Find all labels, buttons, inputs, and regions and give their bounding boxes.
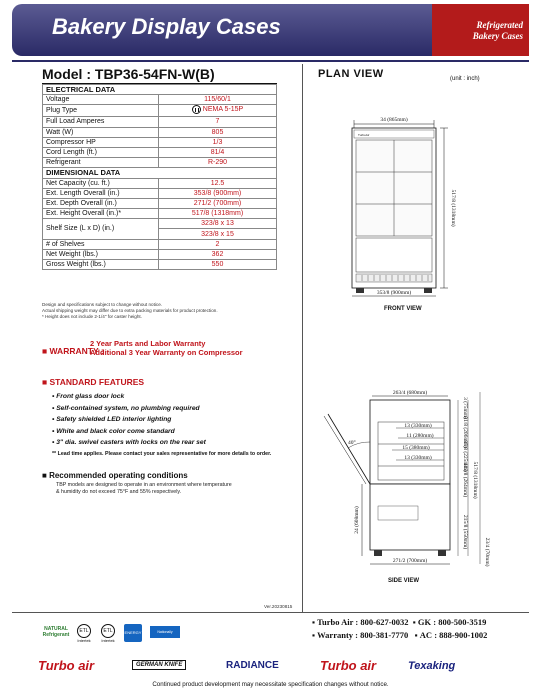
contact-block: [312, 616, 487, 642]
spec-value: 1/3: [159, 137, 277, 147]
side-r2-dim: 81/8 (206mm): [462, 416, 468, 448]
spec-table: [42, 84, 277, 270]
table-row: [43, 178, 277, 188]
plug-type-value: NEMA 5-15P: [202, 106, 244, 114]
side-base-dim: 215/8 (550mm): [462, 514, 468, 550]
etl-logo: ETL Intertek: [74, 624, 94, 643]
warranty-line: 2 Year Parts and Labor Warranty: [90, 339, 206, 348]
spec-label: Shelf Size (L x D) (in.): [43, 219, 159, 239]
spec-label: Gross Weight (lbs.): [43, 260, 159, 270]
feature-text: Front glass door lock: [56, 393, 125, 400]
spec-label: Net Weight (lbs.): [43, 249, 159, 259]
contact-turbo-air: Turbo Air : 800-627-0032: [317, 617, 409, 627]
contact-ac: AC : 888-900-1002: [419, 630, 488, 640]
brand-logo-radiance: RADIANCE: [226, 660, 279, 671]
side-top-dim: 263/4 (680mm): [392, 390, 428, 396]
header-divider: [12, 60, 529, 62]
column-divider: [302, 64, 303, 612]
table-row: [43, 95, 277, 105]
standard-features-title: ■ STANDARD FEATURES: [42, 377, 145, 387]
contact-row: ▪ Turbo Air : 800-627-0032 ▪ GK : 800-500-3519: [312, 617, 487, 627]
cert-text: Intertek: [101, 638, 115, 643]
shelf-dim-4: 13 (330mm): [404, 455, 432, 461]
dimensional-heading: DIMENSIONAL DATA: [43, 168, 277, 178]
standard-features-title-text: STANDARD FEATURES: [49, 377, 145, 387]
spec-label: Ext. Length Overall (in.): [43, 188, 159, 198]
spec-label: Voltage: [43, 95, 159, 105]
spec-label: Watt (W): [43, 127, 159, 137]
spec-value: 323/8 x 13: [159, 219, 277, 229]
model-code: TBP36-54FN-W(B): [94, 66, 215, 82]
lead-time-note-text: Lead time applies. Please contact your sales representative for more details to order.: [57, 450, 272, 457]
table-row: [43, 147, 277, 157]
brand-logo-texaking: Texaking: [408, 660, 456, 672]
cert-text: Intertek: [77, 638, 91, 643]
spec-value: 323/8 x 15: [159, 229, 277, 239]
spec-value: R-290: [159, 158, 277, 168]
front-top-dim: 34 (865mm): [380, 117, 408, 123]
side-r3-dim: 87/8 (225mm): [462, 440, 468, 472]
brand-logo-turbo-air-2: Turbo air: [320, 658, 377, 673]
front-height-dim: 517/8 (1318mm): [450, 189, 456, 227]
spec-value: 12.5: [159, 178, 277, 188]
list-item: • Safety shielded LED interior lighting: [52, 416, 172, 424]
list-item: • Self-contained system, no plumbing required: [52, 404, 200, 412]
recommended-title: ■ Recommended operating conditions: [42, 471, 188, 480]
shelf-dim-1: 13 (330mm): [404, 423, 432, 429]
list-item: • Front glass door lock: [52, 393, 125, 400]
spec-notes: [42, 302, 282, 320]
front-bottom-dim: 353/8 (900mm): [376, 290, 412, 296]
side-caster-dim: 23/4 (70mm): [484, 537, 490, 567]
spec-label: Compressor HP: [43, 137, 159, 147]
spec-label: # of Shelves: [43, 239, 159, 249]
front-view-drawing: [318, 110, 508, 300]
version-label: Ver.20230815: [264, 604, 293, 609]
spec-label: Refrigerant: [43, 158, 159, 168]
brand-logo-german-knife: GERMAN KNIFE: [132, 660, 186, 670]
spec-label: Net Capacity (cu. ft.): [43, 178, 159, 188]
warranty-label-text: WARRANTY :: [49, 346, 104, 356]
plan-view-title: PLAN VIEW: [318, 68, 384, 80]
spec-value: [159, 105, 277, 117]
warranty-label: ■ WARRANTY :: [42, 346, 104, 356]
cert-text: ENERGY STAR: [124, 630, 142, 653]
unit-label: (unit : inch): [450, 76, 480, 82]
recommended-line: TBP models are designed to operate in an environment where temperature: [56, 482, 232, 488]
feature-text: 3" dia. swivel casters with locks on the rear set: [56, 439, 206, 447]
list-item: • White and black color come standard: [52, 427, 175, 435]
spec-value: 550: [159, 260, 277, 270]
contact-warranty: Warranty : 800-381-7770: [317, 630, 409, 640]
cert-text: Nationally Recognized: [155, 630, 175, 646]
spec-label: Full Load Amperes: [43, 117, 159, 127]
note-line: * Height does not include 2-1/4" for caster height.: [42, 314, 142, 319]
brand-strip: [0, 658, 541, 676]
side-bottom-dim: 271/2 (700mm): [392, 558, 428, 564]
spec-label: Cord Length (ft.): [43, 147, 159, 157]
etl-sanitation-logo: ETL Intertek: [98, 624, 118, 643]
table-row: [43, 260, 277, 270]
door-angle-dim: 40°: [348, 440, 356, 446]
contact-gk: GK : 800-500-3519: [417, 617, 487, 627]
natural-refrigerant-logo: [42, 626, 70, 638]
header-title-bar: [12, 4, 432, 56]
model-heading: [42, 66, 215, 82]
spec-value: 271/2 (700mm): [159, 198, 277, 208]
contact-row: ▪ Warranty : 800-381-7770 ▪ AC : 888-900-1002: [312, 630, 488, 640]
spec-value: 805: [159, 127, 277, 137]
list-item: • 3" dia. swivel casters with locks on the rear set: [52, 439, 206, 447]
spec-value: 115/60/1: [159, 95, 277, 105]
lead-time-note: ** Lead time applies. Please contact your sales representative for more details to order.: [52, 450, 272, 457]
front-view-label: FRONT VIEW: [384, 306, 422, 312]
feature-text: White and black color come standard: [56, 427, 175, 435]
table-row: [43, 137, 277, 147]
table-row: [43, 105, 277, 117]
table-row: [43, 158, 277, 168]
spec-label: Ext. Height Overall (in.)*: [43, 209, 159, 219]
table-row: [43, 219, 277, 229]
shelf-dim-2: 11 (280mm): [406, 433, 434, 439]
table-row: [43, 188, 277, 198]
table-row: [43, 209, 277, 219]
warranty-text: [90, 339, 243, 357]
side-r4-dim: 103/8 (264mm): [462, 462, 468, 498]
side-left-dim: 24 (608mm): [354, 506, 360, 534]
side-view-drawing: [308, 384, 536, 574]
table-row: [43, 249, 277, 259]
header-category-line1: Refrigerated: [476, 20, 523, 30]
spec-value: 362: [159, 249, 277, 259]
spec-value: 7: [159, 117, 277, 127]
side-r1-dim: 3 (75mm): [462, 397, 468, 419]
spec-value: 353/8 (900mm): [159, 188, 277, 198]
spec-label: Ext. Depth Overall (in.): [43, 198, 159, 208]
svg-text:TurboAir: TurboAir: [358, 133, 370, 137]
recommended-title-text: Recommended operating conditions: [49, 471, 188, 480]
nationally-recognized-logo: [148, 626, 182, 646]
table-row: [43, 239, 277, 249]
footer-divider: [12, 612, 529, 613]
spec-label: Plug Type: [43, 105, 159, 117]
side-total-dim: 517/8 (1318mm): [472, 461, 478, 499]
spec-value: 81/4: [159, 147, 277, 157]
page-header: [12, 4, 529, 56]
plug-icon: [192, 105, 201, 114]
header-category-line2: Bakery Cases: [472, 31, 523, 41]
recommended-line: & humidity do not exceed 75°F and 55% respectively.: [56, 488, 182, 495]
model-label: Model :: [42, 66, 91, 82]
standard-features-list: [52, 391, 271, 461]
header-category: [432, 4, 529, 56]
feature-text: Self-contained system, no plumbing required: [56, 404, 200, 412]
spec-value: 2: [159, 239, 277, 249]
electrical-heading: ELECTRICAL DATA: [43, 85, 277, 95]
warranty-line: Additional 3 Year Warranty on Compressor: [90, 348, 243, 357]
recommended-text: [56, 482, 232, 495]
page-title: Bakery Display Cases: [52, 14, 281, 39]
table-row: [43, 127, 277, 137]
footer-disclaimer: Continued product development may necessitate specification changes without notice.: [152, 681, 389, 688]
cert-text: NATURAL Refrigerant: [42, 626, 70, 638]
shelf-dim-3: 15 (380mm): [402, 445, 430, 451]
spec-value: 517/8 (1318mm): [159, 209, 277, 219]
feature-text: Safety shielded LED interior lighting: [56, 416, 172, 424]
note-line: Design and specifications subject to change without notice.: [42, 302, 163, 307]
table-row: [43, 117, 277, 127]
table-row: [43, 198, 277, 208]
energy-star-logo: [122, 624, 144, 653]
note-line: Actual shipping weight may differ due to extra packing materials for product protection.: [42, 308, 218, 313]
brand-logo-turbo-air: Turbo air: [38, 658, 95, 673]
side-view-label: SIDE VIEW: [388, 578, 420, 584]
